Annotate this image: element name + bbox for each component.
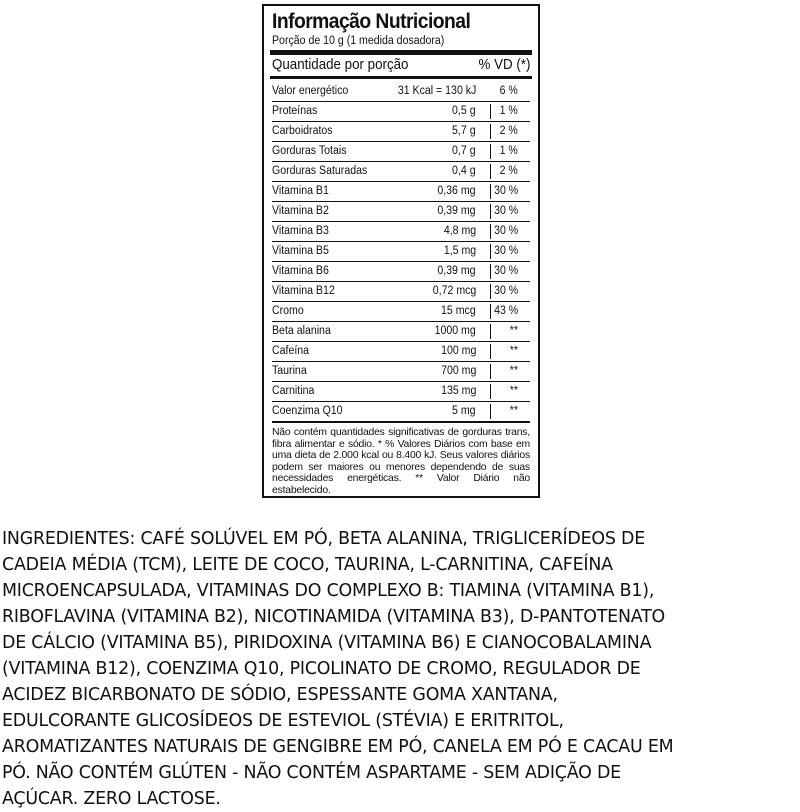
column-separator <box>490 224 491 239</box>
nutrient-name: Proteínas <box>272 105 318 117</box>
nutrient-row <box>272 222 530 242</box>
nutrient-name: Carboidratos <box>272 125 333 137</box>
nutrient-row <box>272 202 530 222</box>
header-divider <box>270 76 532 79</box>
nutrient-row <box>272 102 530 122</box>
nutrient-row <box>272 162 530 182</box>
nutrient-vd: 6 % <box>499 85 518 97</box>
nutrient-vd: 30 % <box>493 245 518 257</box>
nutrient-vd: 43 % <box>493 305 518 317</box>
nutrient-amount: 15 mcg <box>441 305 476 317</box>
nutrient-amount: 0,39 mg <box>437 265 476 277</box>
nutrient-name: Vitamina B3 <box>272 225 329 237</box>
nutrition-facts-label <box>262 4 540 498</box>
column-separator <box>490 244 491 259</box>
column-separator <box>490 284 491 299</box>
nutrient-vd: 2 % <box>499 165 518 177</box>
nutrient-amount: 0,39 mg <box>437 205 476 217</box>
nutrient-amount: 0,72 mcg <box>432 285 476 297</box>
nutrient-row <box>272 262 530 282</box>
nutrient-vd: ** <box>509 365 518 377</box>
nutrient-name: Coenzima Q10 <box>272 405 343 417</box>
nutrient-amount: 1000 mg <box>434 325 476 337</box>
column-separator <box>490 324 491 339</box>
nutrient-name: Valor energético <box>272 85 349 97</box>
nutrient-row <box>272 302 530 322</box>
header-quantity: Quantidade por porção <box>272 57 409 73</box>
nutrient-vd: ** <box>509 385 518 397</box>
column-separator <box>490 204 491 219</box>
nutrient-row <box>272 322 530 342</box>
nutrient-name: Vitamina B5 <box>272 245 329 257</box>
nutrient-amount: 0,7 g <box>452 145 476 157</box>
nutrient-rows <box>272 82 530 423</box>
nutrient-name: Beta alanina <box>272 325 331 337</box>
nutrient-name: Gorduras Saturadas <box>272 165 368 177</box>
column-separator <box>490 124 491 139</box>
column-separator <box>490 264 491 279</box>
portion-size: Porção de 10 g (1 medida dosadora) <box>272 35 445 47</box>
nutrient-amount: 700 mg <box>440 365 476 377</box>
nutrient-name: Carnitina <box>272 385 315 397</box>
label-footnote: Não contém quantidades significativas de gorduras trans, fibra alimentar e sódio. * % Valores Diários com base em uma dieta de 2.000 kcal ou 8.400 kJ. Seus valores diários podem ser maiores ou menores dependendo de suas necessidades energéticas. ** Valor Diário não estabelecido. <box>272 427 530 496</box>
ingredients-text: INGREDIENTES: CAFÉ SOLÚVEL EM PÓ, BETA ALANINA, TRIGLICERÍDEOS DE CADEIA MÉDIA (TCM), LEITE DE COCO, TAURINA, L-CARNITINA, CAFEÍNA MICROENCAPSULADA, VITAMINAS DO COMPLEXO B: TIAMINA (VITAMINA B1), RIBOFLAVINA (VITAMINA B2), NICOTINAMIDA (VITAMINA B3), D-PANTOTENATO DE CÁLCIO (VITAMINA B5), PIRIDOXINA (VITAMINA B6) E CIANOCOBALAMINA (VITAMINA B12), COENZIMA Q10, PICOLINATO DE CROMO, REGULADOR DE ACIDEZ BICARBONATO DE SÓDIO, ESPESSANTE GOMA XANTANA, EDULCORANTE GLICOSÍDEOS DE ESTEVIOL (STÉVIA) E ERITRITOL, AROMATIZANTES NATURAIS DE GENGIBRE EM PÓ, CANELA EM PÓ E CACAU EM PÓ. NÃO CONTÉM GLÚTEN - NÃO CONTÉM ASPARTAME - SEM ADIÇÃO DE AÇÚCAR. ZERO LACTOSE. <box>2 529 674 809</box>
nutrient-row <box>272 382 530 402</box>
nutrient-row <box>272 122 530 142</box>
nutrient-amount: 100 mg <box>440 345 476 357</box>
nutrient-row <box>272 142 530 162</box>
column-separator <box>490 384 491 399</box>
nutrient-name: Vitamina B12 <box>272 285 335 297</box>
nutrient-vd: ** <box>509 405 518 417</box>
nutrient-row <box>272 362 530 382</box>
column-separator <box>490 344 491 359</box>
nutrient-row <box>272 342 530 362</box>
column-separator <box>490 144 491 159</box>
nutrient-vd: 30 % <box>493 225 518 237</box>
column-separator <box>490 104 491 119</box>
nutrient-amount: 5 mg <box>452 405 476 417</box>
column-separator <box>490 364 491 379</box>
nutrient-amount: 5,7 g <box>452 125 476 137</box>
nutrient-name: Gorduras Totais <box>272 145 347 157</box>
column-separator <box>490 404 491 419</box>
nutrient-row <box>272 182 530 202</box>
nutrient-vd: ** <box>509 325 518 337</box>
label-title: Informação Nutricional <box>272 10 471 33</box>
nutrient-name: Taurina <box>272 365 307 377</box>
nutrient-vd: 30 % <box>493 205 518 217</box>
nutrient-name: Vitamina B6 <box>272 265 329 277</box>
nutrient-amount: 0,5 g <box>452 105 476 117</box>
column-separator <box>490 304 491 319</box>
nutrient-name: Cromo <box>272 305 304 317</box>
nutrient-amount: 0,36 mg <box>437 185 476 197</box>
nutrient-vd: 30 % <box>493 285 518 297</box>
nutrient-vd: 30 % <box>493 185 518 197</box>
header-vd: % VD (*) <box>478 57 530 73</box>
nutrient-row <box>272 402 530 423</box>
nutrient-vd: 2 % <box>499 125 518 137</box>
column-separator <box>490 164 491 179</box>
column-separator <box>490 184 491 199</box>
nutrient-row <box>272 282 530 302</box>
table-header <box>272 55 530 75</box>
nutrient-vd: 1 % <box>499 105 518 117</box>
nutrient-vd: 1 % <box>499 145 518 157</box>
nutrient-amount: 1,5 mg <box>443 245 476 257</box>
nutrient-name: Vitamina B2 <box>272 205 329 217</box>
nutrient-amount: 4,8 mg <box>443 225 476 237</box>
nutrient-name: Vitamina B1 <box>272 185 329 197</box>
nutrient-name: Cafeína <box>272 345 310 357</box>
nutrient-amount: 135 mg <box>440 385 476 397</box>
nutrient-amount: 0,4 g <box>452 165 476 177</box>
nutrient-vd: ** <box>509 345 518 357</box>
nutrient-vd: 30 % <box>493 265 518 277</box>
nutrient-row <box>272 242 530 262</box>
nutrient-amount: 31 Kcal = 130 kJ <box>397 85 476 97</box>
nutrient-row <box>272 82 530 102</box>
